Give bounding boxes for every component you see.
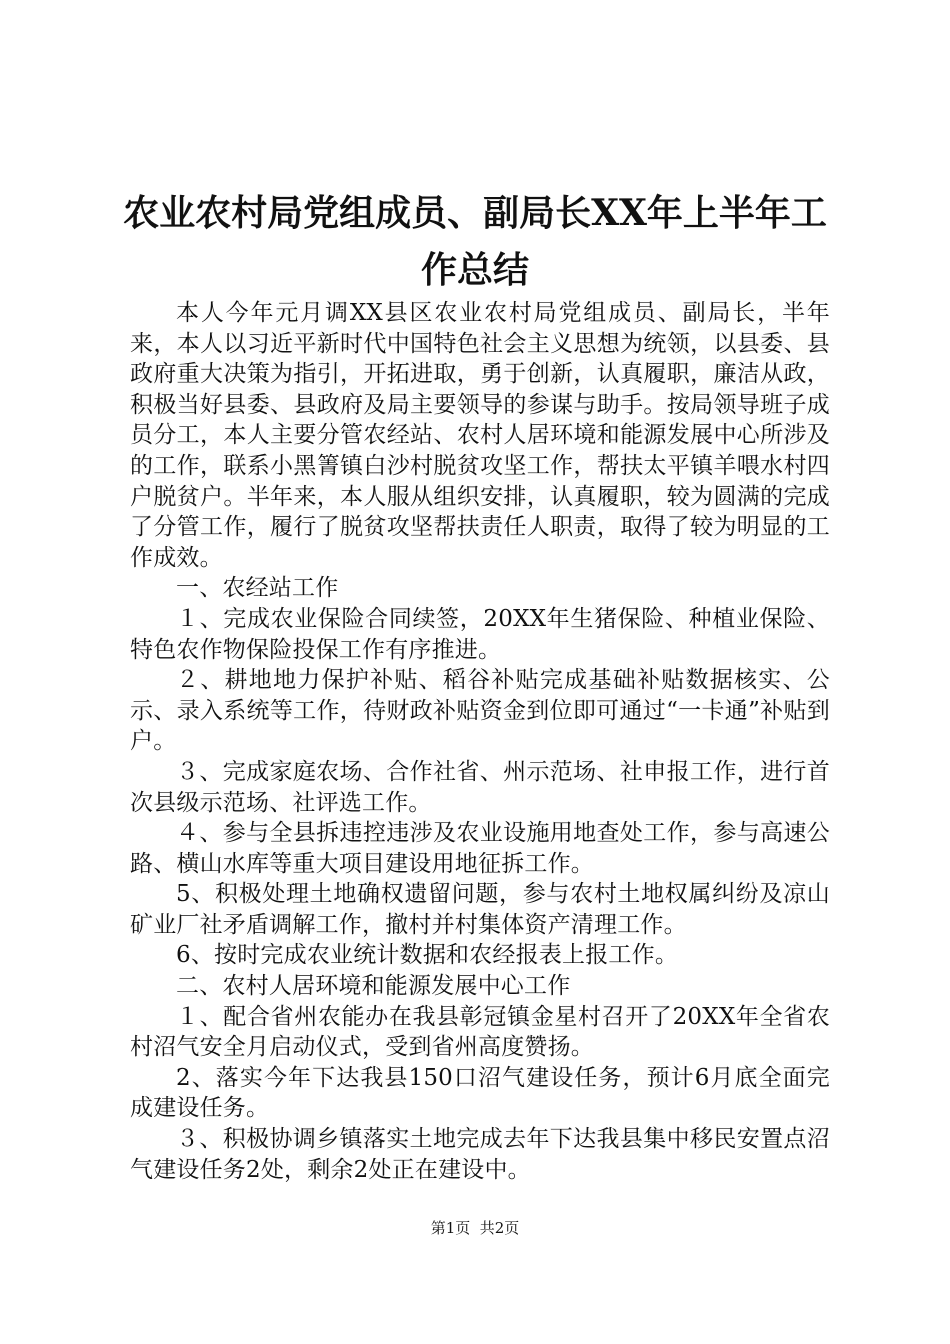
section-heading-agri-economy: 一、农经站工作 <box>176 575 339 602</box>
list-item: ３、积极协调乡镇落实土地完成去年下达我县集中移民安置点沼气建设任务2处，剩余2处正在建设中。 <box>130 1126 830 1183</box>
list-item: 6、按时完成农业统计数据和农经报表上报工作。 <box>176 942 679 969</box>
list-item: ２、耕地地力保护补贴、稻谷补贴完成基础补贴数据核实、公示、录入系统等工作，待财政补贴资金到位即可通过“一卡通”补贴到户。 <box>130 667 830 755</box>
list-item: １、配合省州农能办在我县彰冠镇金星村召开了20XX年全省农村沼气安全月启动仪式，受到省州高度赞扬。 <box>130 1003 830 1061</box>
section-heading-rural-environment: 二、农村人居环境和能源发展中心工作 <box>176 973 571 1000</box>
document-body <box>130 298 830 1185</box>
page-footer: 第1页 共2页 <box>430 1219 520 1237</box>
list-item: 5、积极处理土地确权遗留问题，参与农村土地权属纠纷及凉山矿业厂社矛盾调解工作，撤村并村集体资产清理工作。 <box>130 881 830 938</box>
list-item: ４、参与全县拆违控违涉及农业设施用地查处工作，参与高速公路、横山水库等重大项目建设用地征拆工作。 <box>130 820 830 877</box>
document-title-line-2: 作总结 <box>420 249 529 291</box>
list-item: １、完成农业保险合同续签，20XX年生猪保险、种植业保险、特色农作物保险投保工作有序推进。 <box>130 605 830 663</box>
list-item: ３、完成家庭农场、合作社省、州示范场、社申报工作，进行首次县级示范场、社评选工作。 <box>130 758 830 816</box>
list-item: 2、落实今年下达我县150口沼气建设任务，预计6月底全面完成建设任务。 <box>130 1064 830 1122</box>
document-title-line-1: 农业农村局党组成员、副局长XX年上半年工 <box>123 192 827 234</box>
intro-paragraph: 本人今年元月调XX县区农业农村局党组成员、副局长，半年来，本人以习近平新时代中国特色社会主义思想为统领，以县委、县政府重大决策为指引，开拓进取，勇于创新，认真履职，廉洁从政，积极当好县委、县政府及局主要领导的参谋与助手。按局领导班子成员分工，本人主要分管农经站、农村人居环境和能源发展中心所涉及的工作，联系小黑箐镇白沙村脱贫攻坚工作，帮扶太平镇羊喂水村四户脱贫户。半年来，本人服从组织安排，认真履职，较为圆满的完成了分管工作，履行了脱贫攻坚帮扶责任人职责，取得了较为明显的工作成效。 <box>130 300 830 571</box>
